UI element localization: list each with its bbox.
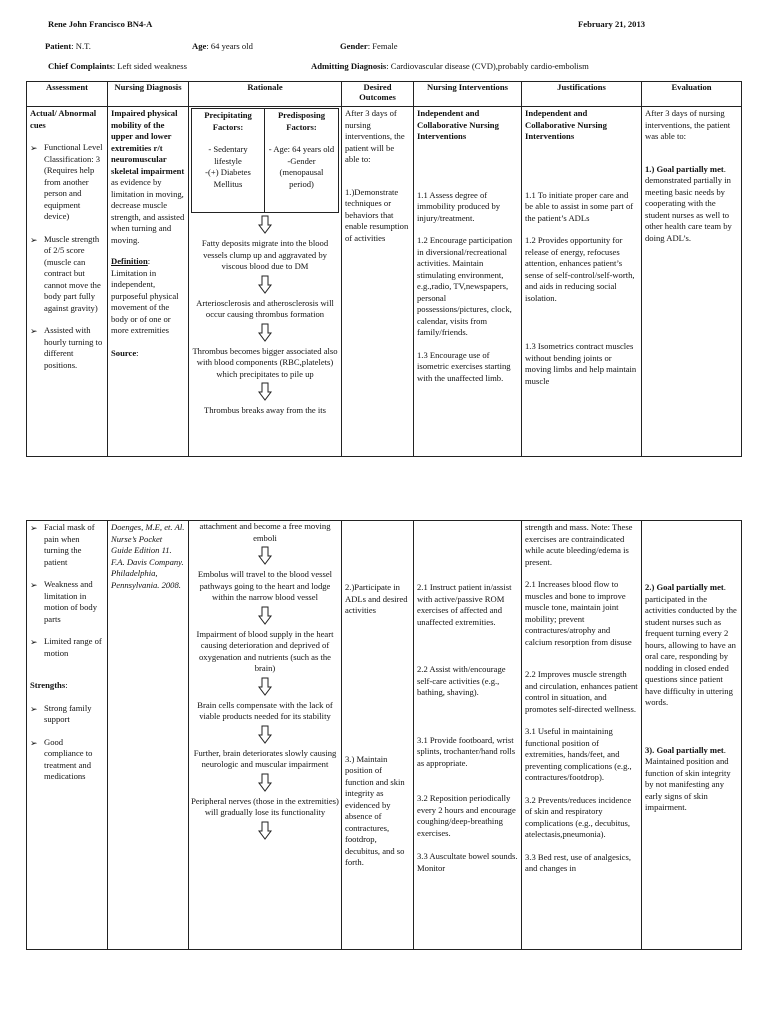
nursing-diagnosis-cell <box>108 107 188 456</box>
column-header-desired-outcomes: Desired Outcomes <box>359 82 396 102</box>
justification-item: 3.2 Prevents/reduces incidence of skin and respiratory complications (e.g., decubitus, atelectasis,pneumonia). <box>525 794 632 840</box>
down-arrow-icon <box>258 382 272 401</box>
column-header-justifications: Justifications <box>557 82 606 92</box>
down-arrow-icon <box>258 773 272 792</box>
rationale-step: Brain cells compensate with the lack of viable products needed for its stability <box>197 699 333 722</box>
intervention-item: 2.1 Instruct patient in/assist with active/passive ROM exercises of affected and unaffected extremities. <box>417 582 512 627</box>
nursing-diagnosis-text: as evidence by limitation in moving, decrease muscle strength, and assisted when turning and moving. <box>111 177 185 245</box>
rationale-step: Peripheral nerves (those in the extremities) will gradually lose its functionality <box>191 795 339 818</box>
source-reference: Doenges, M.E, et. Al. Nurse’s Pocket Guide Edition 11. F.A. Davis Company. Philadelphia, Pennsylvania. 2008. <box>111 522 185 590</box>
definition-label: Definition <box>111 256 148 267</box>
source-label: Source <box>111 347 137 358</box>
assessment-item: ➢ Good compliance to treatment and medications <box>30 737 104 783</box>
admitting-diagnosis-field <box>311 61 589 73</box>
precipitating-item: -(+) Diabetes Mellitus <box>205 167 251 189</box>
justification-item: 1.3 Isometrics contract muscles without bending joints or moving limbs and help maintain muscle <box>525 341 637 386</box>
goal-status: 3). Goal partially met <box>645 744 724 755</box>
goal-text: . Maintained position and function of skin integrity by not manifesting any early signs of skin impairment. <box>645 744 731 813</box>
nursing-diagnosis-cell-continued <box>108 521 188 949</box>
precipitating-item: - Sedentary lifestyle <box>208 144 248 166</box>
admitting-diagnosis-label: Admitting Diagnosis <box>311 61 387 71</box>
assessment-item: ➢ Muscle strength of 2/5 score (muscle can contract but cannot move the body part fully against gravity) <box>30 234 104 315</box>
assessment-item: ➢ Strong family support <box>30 703 104 726</box>
assessment-item: ➢ Functional Level Classification: 3 (Requires help from another person and equipment device) <box>30 142 104 223</box>
predisposing-title: Predisposing Factors: <box>277 110 326 132</box>
rationale-step: Thrombus breaks away from the its <box>204 405 326 416</box>
interventions-cell <box>414 107 521 456</box>
predisposing-factors <box>265 109 338 212</box>
assessment-item: ➢ Limited range of motion <box>30 636 104 659</box>
desired-outcomes-cell <box>342 107 413 456</box>
gender-field <box>340 41 398 53</box>
outcome-item: 3.) Maintain position of function and skin integrity as evidenced by absence of contractures, footdrop, decubitus, and so forth. <box>345 753 405 868</box>
rationale-step: Thrombus becomes bigger associated also with blood components (RBC,platelets) which precipitates to pile up <box>192 345 338 379</box>
column-header-nursing-diagnosis: Nursing Diagnosis <box>114 82 182 92</box>
evaluation-cell-continued <box>642 521 741 949</box>
rationale-step: Embolus will travel to the blood vessel pathways going to the heart and lodge within the narrow blood vessel <box>197 569 333 603</box>
intervention-item: 1.3 Encourage use of isometric exercises starting with the unaffected limb. <box>417 349 511 383</box>
patient-label: Patient <box>45 41 72 51</box>
goal-status: 2.) Goal partially met <box>645 582 724 592</box>
outcome-item: 2.)Participate in ADLs and desired activities <box>345 582 408 616</box>
chief-complaints-field <box>48 61 187 73</box>
student-name: Rene John Francisco BN4-A <box>48 19 153 29</box>
justification-item: strength and mass. Note: These exercises are contraindicated while acute bleeding/edema is present. <box>525 522 633 567</box>
assessment-item: ➢ Facial mask of pain when turning the patient <box>30 522 104 568</box>
rationale-step: attachment and become a free moving emboli <box>199 521 331 543</box>
patient-value: : N.T. <box>71 41 91 51</box>
intervention-item: 3.1 Provide footboard, wrist splints, trochanter/hand rolls as appropriate. <box>417 734 516 768</box>
down-arrow-icon <box>258 546 272 565</box>
column-header-assessment: Assessment <box>45 82 88 92</box>
outcome-item: 1.)Demonstrate techniques or behaviors that enable resumption of activities <box>345 186 409 243</box>
rationale-cell <box>189 107 341 456</box>
down-arrow-icon <box>258 606 272 625</box>
desired-outcomes-cell-continued <box>342 521 413 949</box>
outcomes-intro: After 3 days of nursing interventions, the patient will be able to: <box>345 108 405 165</box>
intervention-item: 1.2 Encourage participation in diversional/recreational activities. Maintain stimulating environment, e.g.,radio, TV,newspapers, personal possessions/pictures, clock, calendar, visits from family/friends. <box>417 235 513 338</box>
down-arrow-icon <box>258 821 272 840</box>
justification-item: 1.2 Provides opportunity for release of energy, refocuses attention, enhances patient’s sense of self-control/self-worth, and aids in reducing social isolation. <box>525 235 635 303</box>
age-value: : 64 years old <box>206 41 253 51</box>
chief-complaints-label: Chief Complaints <box>48 61 113 71</box>
justifications-cell-continued <box>522 521 641 949</box>
justification-item: 2.1 Increases blood flow to muscles and bone to improve muscle tone, maintain joint mobility; prevent contractures/atrophy and calcium resorption from disuse <box>525 579 632 647</box>
patient-field <box>45 41 91 53</box>
strengths-colon: : <box>65 680 68 691</box>
strengths-label: Strengths <box>30 680 66 691</box>
intervention-item: 1.1 Assess degree of immobility produced by injury/treatment. <box>417 189 501 223</box>
precipitating-factors <box>192 109 265 212</box>
intervention-item: 3.2 Reposition periodically every 2 hours and encourage coughing/deep-breathing exercises. <box>417 793 516 838</box>
assessment-cell <box>27 107 107 456</box>
down-arrow-icon <box>258 677 272 696</box>
evaluation-intro: After 3 days of nursing interventions, the patient was able to: <box>645 108 731 142</box>
goal-text: . demonstrated partially in meeting basic needs by cooperating with the student nurses as well to other health care team by doing ADL’s. <box>645 163 732 243</box>
source-colon: : <box>136 347 139 358</box>
down-arrow-icon <box>258 323 272 342</box>
assessment-item: ➢ Assisted with hourly turning to different positions. <box>30 325 104 371</box>
assessment-heading: Actual/ Abnormal cues <box>30 108 97 130</box>
rationale-step: Impairment of blood supply in the heart causing deterioration and deprived of oxygenation and nutrients (such as the brain) <box>196 628 334 674</box>
document-date: February 21, 2013 <box>578 19 646 29</box>
down-arrow-icon <box>258 275 272 294</box>
rationale-cell-continued <box>189 521 341 949</box>
evaluation-cell <box>642 107 741 456</box>
predisposing-item: -Gender (menopausal period) <box>279 155 324 189</box>
column-header-evaluation: Evaluation <box>671 82 712 92</box>
justification-item: 2.2 Improves muscle strength and circulation, enhances patient control in situation, and promotes self-directed wellness. <box>525 669 638 714</box>
gender-label: Gender <box>340 41 368 51</box>
interventions-cell-continued <box>414 521 521 949</box>
column-header-nursing-interventions: Nursing Interventions <box>427 82 508 92</box>
justification-item: 3.3 Bed rest, use of analgesics, and changes in <box>525 851 631 874</box>
justification-item: 3.1 Useful in maintaining functional position of extremities, hands/feet, and preventing complications (e.g., contractures/footdrop). <box>525 726 632 783</box>
intervention-item: 3.3 Auscultate bowel sounds. Monitor <box>417 851 518 873</box>
intervention-item: 2.2 Assist with/encourage self-care activities (e.g., bathing, shaving). <box>417 664 506 698</box>
admitting-diagnosis-value: : Cardiovascular disease (CVD),probably cardio-embolism <box>386 61 589 71</box>
age-label: Age <box>192 41 207 51</box>
rationale-step: Further, brain deteriorates slowly causing neurologic and muscular impairment <box>193 747 337 770</box>
definition-text: : Limitation in independent, purposeful physical movement of the body or of one or more extremities <box>111 256 179 336</box>
column-header-rationale: Rationale <box>247 82 283 92</box>
interventions-heading: Independent and Collaborative Nursing Interventions <box>417 108 499 142</box>
down-arrow-icon <box>258 215 272 234</box>
justifications-heading: Independent and Collaborative Nursing Interventions <box>525 108 607 142</box>
goal-text: . participated in the activities conducted by the student nurses such as frequent turning every 2 hours, allowing to have an oral care, responding by nodding in closed ended questions since patient have difficulty in uttering words. <box>645 582 737 708</box>
rationale-step: Fatty deposits migrate into the blood vessels clump up and aggravated by viscous blood due to DM <box>201 238 329 272</box>
nursing-diagnosis-title: Impaired physical mobility of the upper and lower extremities r/t neuromuscular skeletal impairment <box>111 108 185 176</box>
predisposing-item: - Age: 64 years old <box>268 144 335 155</box>
rationale-step: Arteriosclerosis and atherosclerosis will occur causing thrombus formation <box>196 297 334 320</box>
justification-item: 1.1 To initiate proper care and be able to assist in some part of the patient’s ADLs <box>525 189 634 223</box>
chief-complaints-value: : Left sided weakness <box>112 61 187 71</box>
gender-value: : Female <box>367 41 398 51</box>
precipitating-title: Precipitating Factors: <box>204 110 252 132</box>
age-field <box>192 41 253 53</box>
down-arrow-icon <box>258 725 272 744</box>
justifications-cell <box>522 107 641 456</box>
assessment-item: ➢ Weakness and limitation in motion of body parts <box>30 579 104 625</box>
factors-box <box>191 108 339 213</box>
assessment-cell-continued <box>27 521 107 949</box>
goal-status: 1.) Goal partially met <box>645 163 724 174</box>
